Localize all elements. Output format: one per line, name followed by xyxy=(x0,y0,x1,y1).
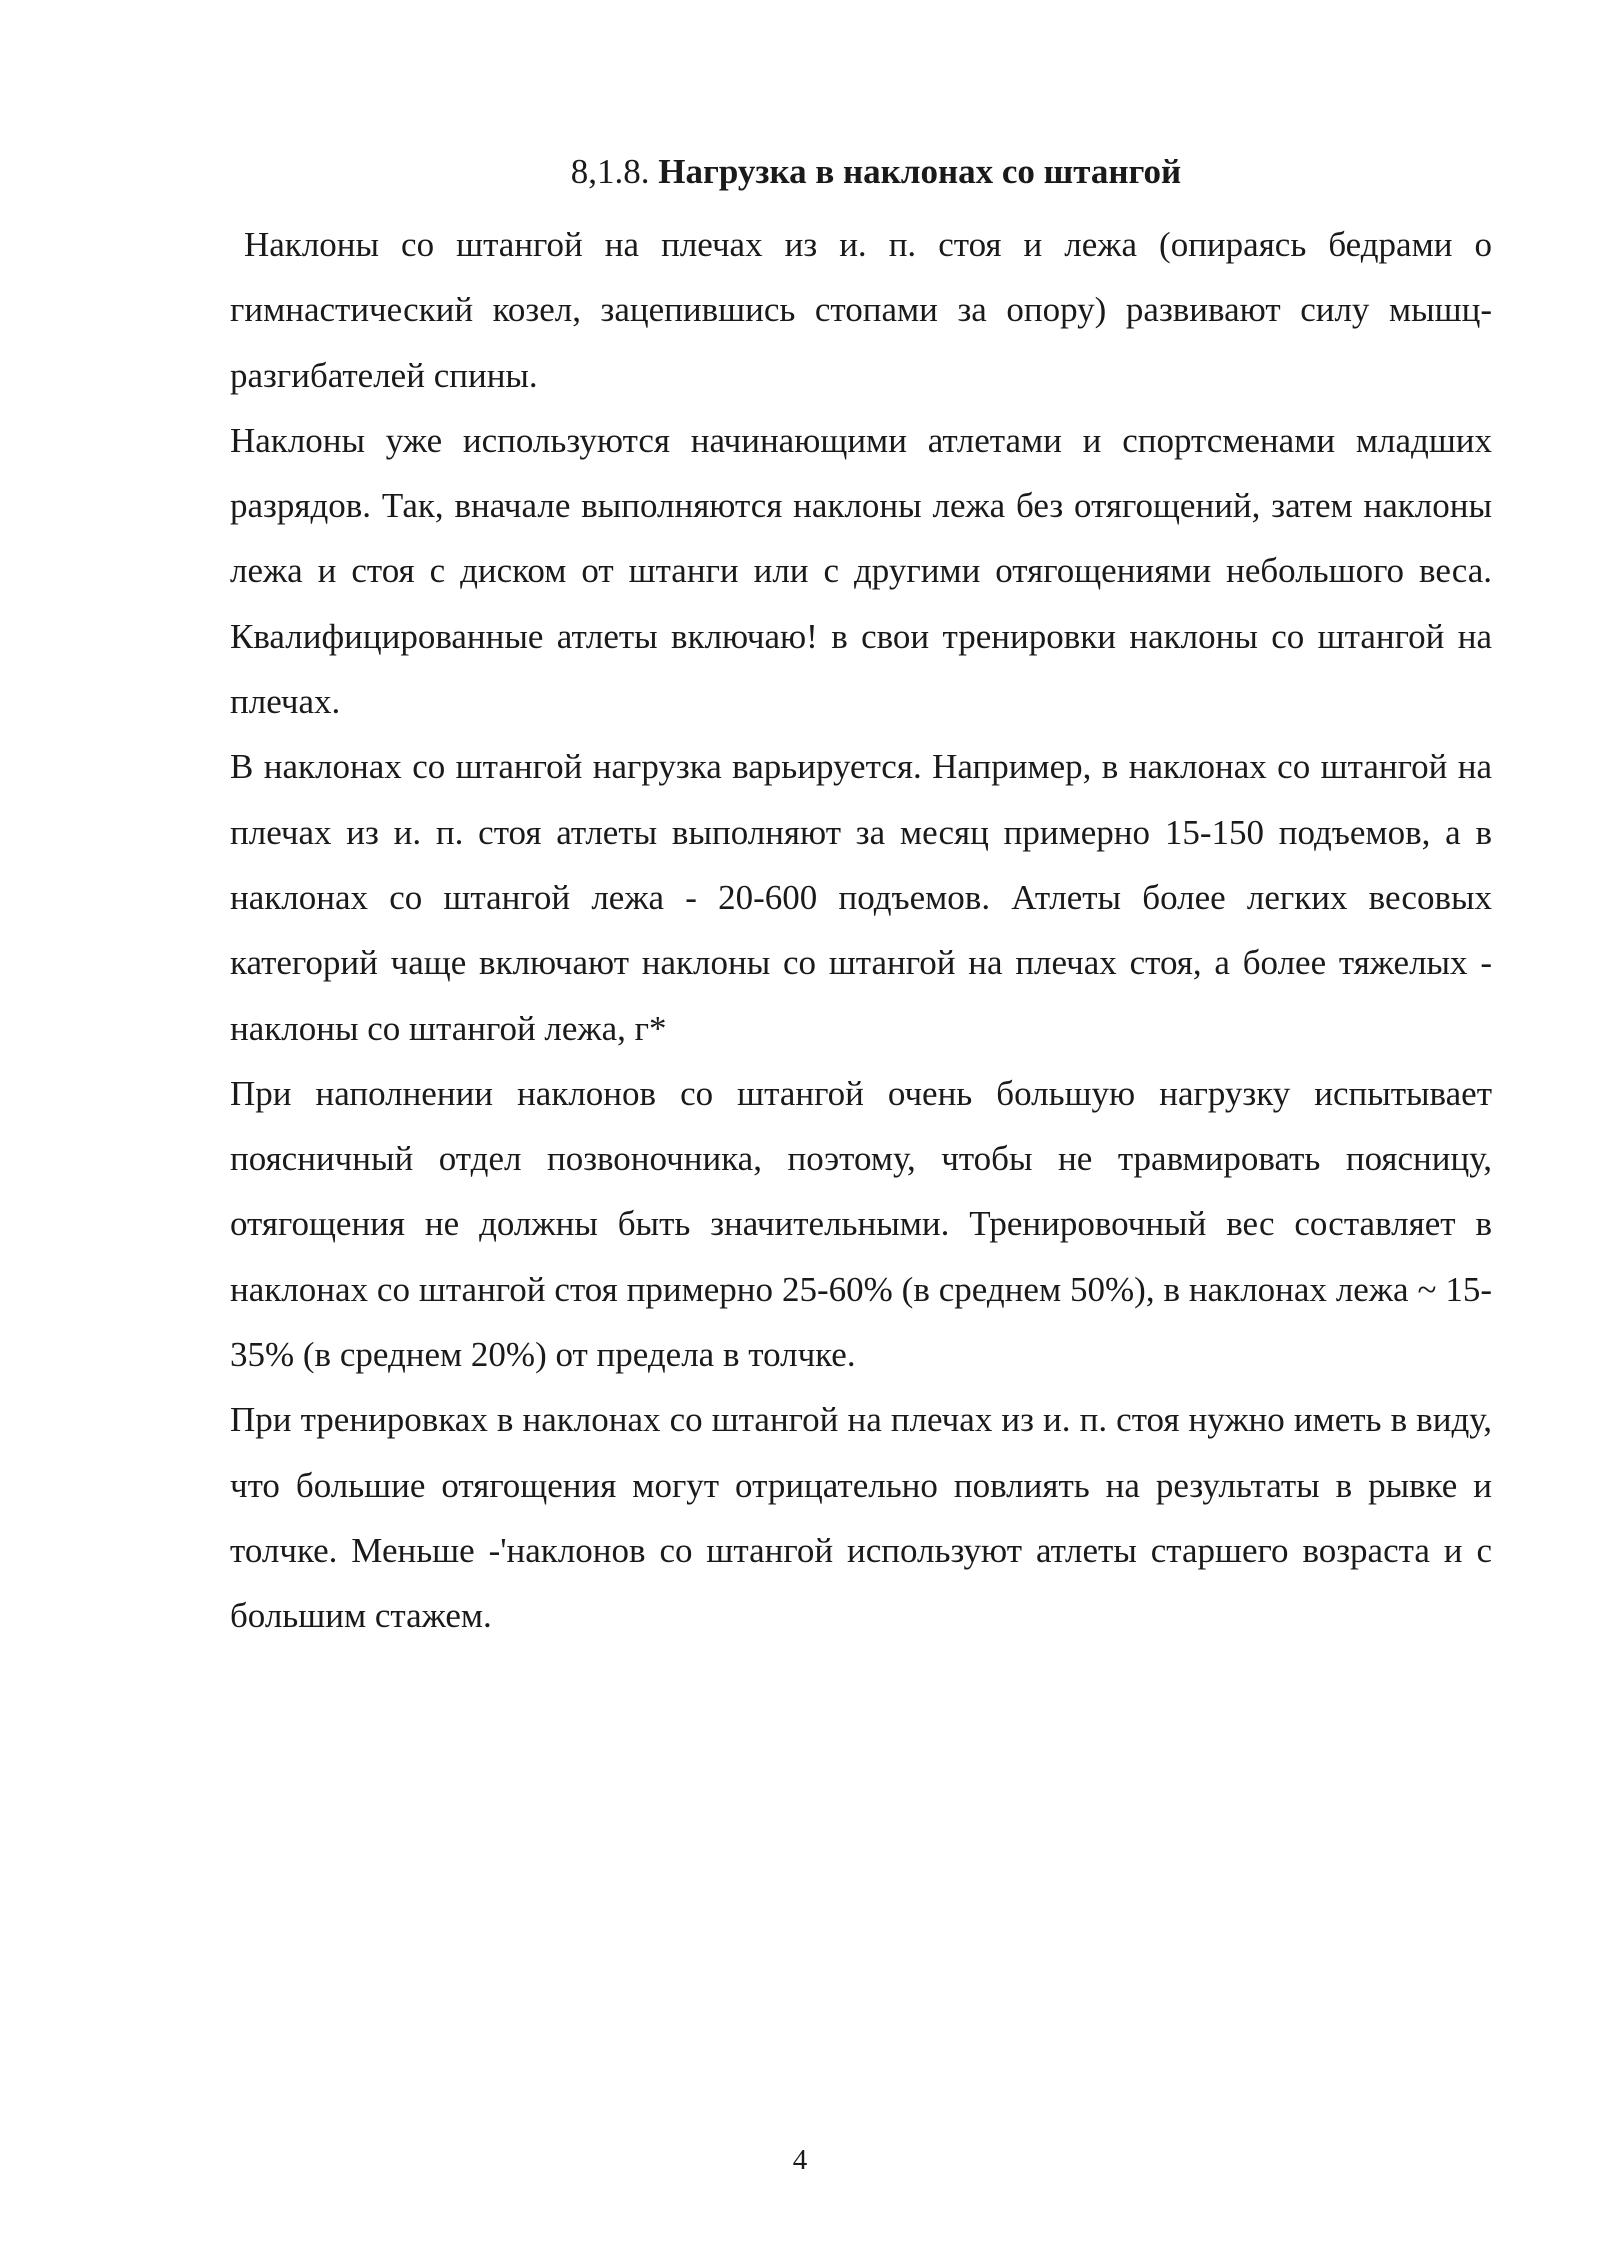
section-heading xyxy=(230,148,1492,196)
paragraph-5: При тренировках в наклонах со штангой на плечах из и. п. стоя нужно иметь в виду, что большие отягощения могут отрицательно повлиять на результаты в рывке и толчке. Меньше -'наклонов со штангой используют атлеты старшего возраста и с большим стажем. xyxy=(230,1400,1492,1636)
paragraph-4: При наполнении наклонов со штангой очень большую нагрузку испытывает поясничный отдел позвоночника, поэтому, чтобы не травмировать поясницу, отягощения не должны быть значительными. Тренировочный вес составляет в наклонах со штангой стоя примерно 25-60% (в среднем 50%), в наклонах лежа ~ 15-35% (в среднем 20%) от предела в толчке. xyxy=(230,1073,1492,1375)
paragraph-2: Наклоны уже используются начинающими атлетами и спортсменами младших разрядов. Так, вначале выполняются наклоны лежа без отягощений, затем наклоны лежа и стоя с диском от штанги или с другими отягощениями небольшого веса. Квалифицированные атлеты включаю! в свои тренировки наклоны со штангой на плечах. xyxy=(230,420,1492,722)
section-title: Нагрузка в наклонах со штангой xyxy=(658,152,1182,191)
page-number: 4 xyxy=(792,2144,808,2176)
paragraph-3: В наклонах со штангой нагрузка варьируется. Например, в наклонах со штангой на плечах из и. п. стоя атлеты выполняют за месяц примерно 15-150 подъемов, а в наклонах со штангой лежа - 20-600 подъемов. Атлеты более легких весовых категорий чаще включают наклоны со штангой на плечах стоя, а более тяжелых - наклоны со штангой лежа, г* xyxy=(230,747,1492,1048)
page-content xyxy=(230,148,1492,1649)
paragraph-1: Наклоны со штангой на плечах из и. п. стоя и лежа (опираясь бедрами о гимнастический козел, зацепившись стопами за опору) развивают силу мышц-разгибателей спины. xyxy=(230,225,1492,395)
section-number: 8,1.8. xyxy=(570,152,650,191)
